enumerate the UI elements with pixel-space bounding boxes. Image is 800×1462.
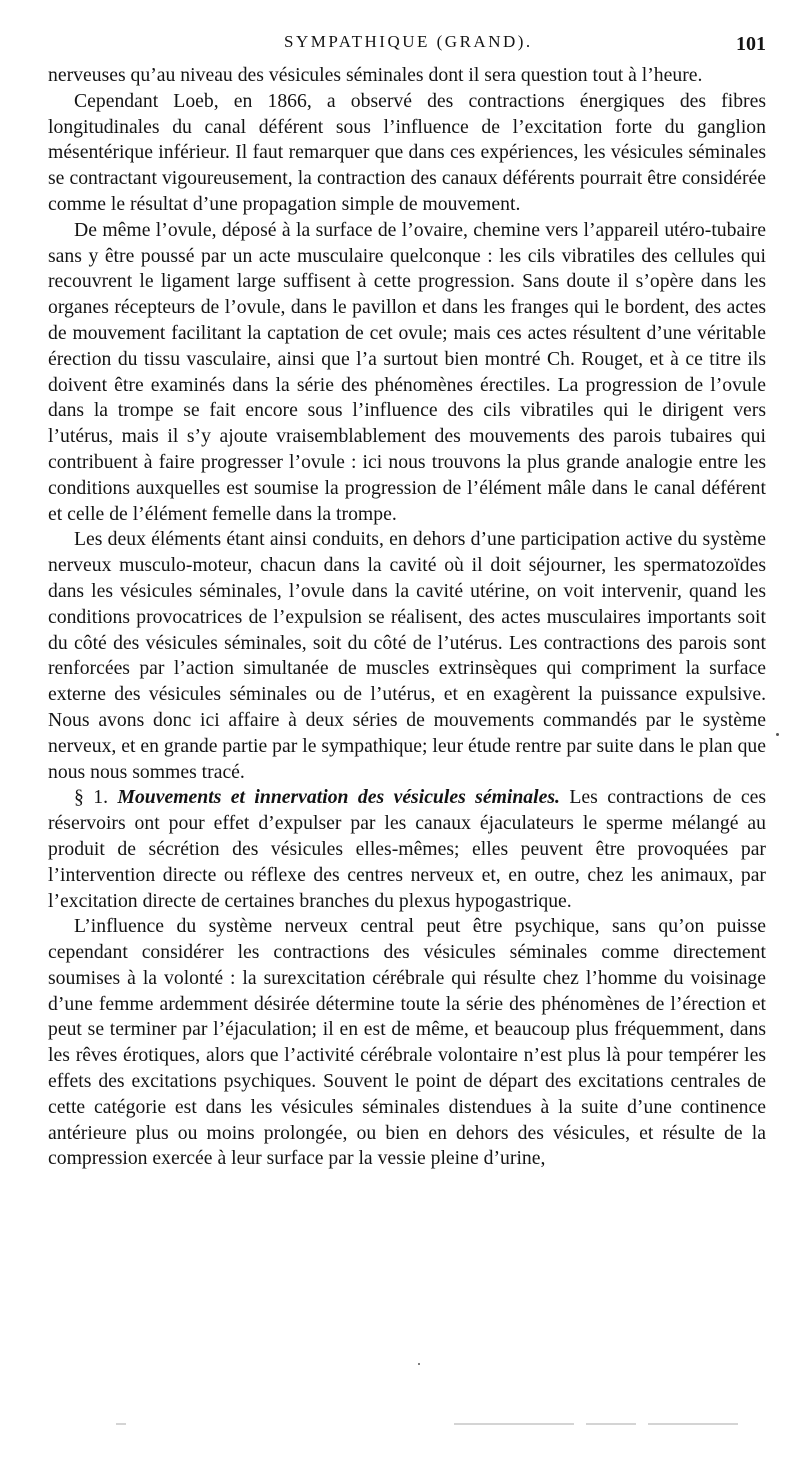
body-text bbox=[48, 63, 766, 1172]
paragraph-expulsion: Les deux éléments étant ainsi conduits, en dehors d’une participation active du système nerveux musculo-moteur, chacun dans la cavité où il doit séjourner, les spermatozoïdes dans les vésicules séminales, l’ovule dans la cavité utérine, on voit intervenir, quand les conditions provocatrices de l’expulsion se réalisent, des actes musculaires importants soit du côté des vésicules séminales, soit du côté de l’utérus. Les contractions des parois sont renforcées par l’action simultanée de muscles extrinsèques qui compriment la surface externe des vésicules séminales ou de l’utérus, et en exagèrent la puissance expulsive. Nous avons donc ici affaire à deux séries de mouvements commandés par le système nerveux, et en grande partie par le sympathique; leur étude rentre par suite dans le plan que nous nous sommes tracé. bbox=[48, 528, 766, 783]
bleed-mark bbox=[586, 1423, 636, 1425]
bleed-mark bbox=[116, 1423, 126, 1425]
bleed-through-marks bbox=[116, 1420, 746, 1428]
paragraph-ovule: De même l’ovule, déposé à la surface de l’ovaire, chemine vers l’appareil utéro-tubaire sans y être poussé par un acte musculaire quelconque : les cils vibratiles des cellules qui recouvrent le ligament large suffisent à cette progression. Sans doute il s’opère dans les organes récepteurs de l’ovule, dans le pavillon et dans les franges qui le bordent, des actes de mouvement facilitant la captation de cet ovule; mais ces actes résultent d’une véritable érection du tissu vasculaire, ainsi que l’a surtout bien montré Ch. Rouget, et à ce titre ils doivent être examinés dans la série des phénomènes érectiles. La progression de l’ovule dans la trompe se fait encore sous l’influence des cils vibratiles qui le dirigent vers l’utérus, mais il s’y ajoute vraisemblablement des mouvements des parois tubaires qui contribuent à faire progresser l’ovule : ici nous trouvons la plus grande analogie entre les conditions auxquelles est soumise la progression de l’élément mâle dans le canal déférent et celle de l’élément femelle dans la trompe. bbox=[48, 218, 766, 525]
page-number: 101 bbox=[736, 33, 766, 55]
paragraph-continued: nerveuses qu’au niveau des vésicules séminales dont il sera question tout à l’heure. bbox=[48, 64, 703, 86]
section-number: § 1. bbox=[74, 786, 109, 809]
section-title: Mouvements et innervation des vésicules séminales. bbox=[117, 786, 560, 809]
paragraph-loeb: Cependant Loeb, en 1866, a observé des contractions énergiques des fibres longitudinales du canal déférent sous l’influence de l’excitation forte du ganglion mésentérique inférieur. Il faut remarquer que dans ces expériences, les vésicules séminales se contractant vigoureusement, la contraction des canaux déférents pourrait être considérée comme le résultat d’une propagation simple de mouvement. bbox=[48, 89, 766, 215]
running-header bbox=[48, 27, 766, 57]
print-speck bbox=[418, 1363, 420, 1365]
bleed-mark bbox=[454, 1423, 574, 1425]
paragraph-section-1 bbox=[48, 785, 766, 914]
running-title: SYMPATHIQUE (GRAND). bbox=[284, 32, 533, 51]
print-speck bbox=[776, 733, 779, 736]
section-text: Les contractions de ces réservoirs ont pour effet d’expulser par les canaux éjaculateurs le sperme mélangé au produit de sécrétion des vésicules elles-mêmes; elles peuvent être provoquées par l’intervention directe ou réflexe des centres nerveux et, en outre, chez les animaux, par l’excitation directe de certaines branches du plexus hypogastrique. bbox=[48, 786, 766, 912]
bleed-mark bbox=[648, 1423, 738, 1425]
paragraph-central-influence: L’influence du système nerveux central peut être psychique, sans qu’on puisse cependant considérer les contractions des vésicules séminales comme directement soumises à la volonté : la surexcitation cérébrale qui résulte chez l’homme du voisinage d’une femme ardemment désirée détermine toute la série des phénomènes de l’érection et peut se terminer par l’éjaculation; il en est de même, et beaucoup plus fréquemment, dans les rêves érotiques, alors que l’activité cérébrale volontaire n’est plus là pour tempérer les effets des excitations psychiques. Souvent le point de départ des excitations centrales de cette catégorie est dans les vésicules séminales distendues à la suite d’une continence antérieure plus ou moins prolongée, ou bien en dehors des vésicules, et résulte de la compression exercée à leur surface par la vessie pleine d’urine, bbox=[48, 915, 766, 1170]
